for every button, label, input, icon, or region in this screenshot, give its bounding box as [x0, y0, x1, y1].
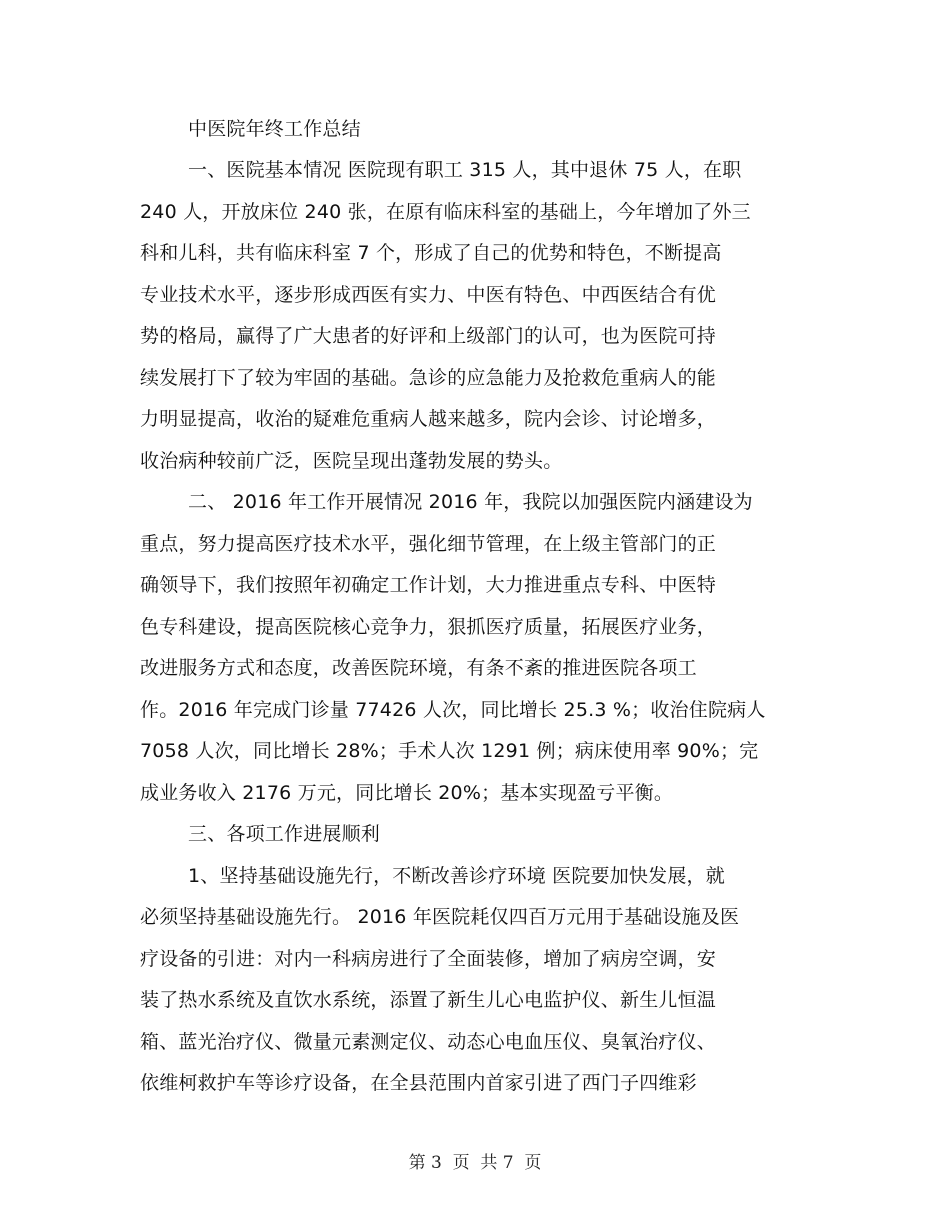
paragraph-line: 必须坚持基础设施先行。 2016 年医院耗仅四百万元用于基础设施及医 [140, 906, 740, 928]
paragraph-line: 收治病种较前广泛，医院呈现出蓬勃发展的势头。 [140, 450, 563, 472]
paragraph-line: 成业务收入 2176 万元，同比增长 20%；基本实现盈亏平衡。 [140, 782, 674, 804]
paragraph-line: 装了热水系统及直饮水系统，添置了新生儿心电监护仪、新生儿恒温 [140, 989, 717, 1011]
paragraph-line: 箱、蓝光治疗仪、微量元素测定仪、动态心电血压仪、臭氧治疗仪、 [140, 1031, 717, 1053]
paragraph-line: 科和儿科，共有临床科室 7 个，形成了自己的优势和特色，不断提高 [140, 242, 722, 264]
paragraph-line: 疗设备的引进：对内一科病房进行了全面装修，增加了病房空调，安 [140, 948, 717, 970]
paragraph-line: 7058 人次，同比增长 28%；手术人次 1291 例；病床使用率 90%；完 [140, 740, 759, 762]
paragraph-line: 势的格局，赢得了广大患者的好评和上级部门的认可，也为医院可持 [140, 325, 717, 347]
paragraph-line: 240 人，开放床位 240 张，在原有临床科室的基础上，今年增加了外三 [140, 201, 751, 223]
paragraph-line: 作。2016 年完成门诊量 77426 人次，同比增长 25.3 %；收治住院病人 [140, 699, 766, 721]
paragraph-line: 依维柯救护车等诊疗设备，在全县范围内首家引进了西门子四维彩 [140, 1072, 697, 1094]
paragraph-line: 改进服务方式和态度，改善医院环境，有条不紊的推进医院各项工 [140, 657, 697, 679]
paragraph-line: 续发展打下了较为牢固的基础。急诊的应急能力及抢救危重病人的能 [140, 367, 717, 389]
paragraph-line: 1、坚持基础设施先行，不断改善诊疗环境 医院要加快发展，就 [188, 865, 725, 887]
paragraph-line: 确领导下，我们按照年初确定工作计划，大力推进重点专科、中医特 [140, 574, 717, 596]
section-heading: 三、各项工作进展顺利 [188, 823, 381, 845]
paragraph-line: 色专科建设，提高医院核心竞争力，狠抓医疗质量，拓展医疗业务， [140, 616, 717, 638]
paragraph-line: 力明显提高，收治的疑难危重病人越来越多，院内会诊、讨论增多， [140, 408, 717, 430]
paragraph-line: 二、 2016 年工作开展情况 2016 年，我院以加强医院内涵建设为 [188, 491, 753, 513]
paragraph-line: 重点，努力提高医疗技术水平，强化细节管理，在上级主管部门的正 [140, 533, 717, 555]
page-number-footer: 第 3 页 共 7 页 [408, 1153, 542, 1173]
paragraph-line: 专业技术水平，逐步形成西医有实力、中医有特色、中西医结合有优 [140, 284, 717, 306]
paragraph-line: 一、医院基本情况 医院现有职工 315 人，其中退休 75 人，在职 [188, 159, 742, 181]
document-title: 中医院年终工作总结 [188, 118, 361, 140]
